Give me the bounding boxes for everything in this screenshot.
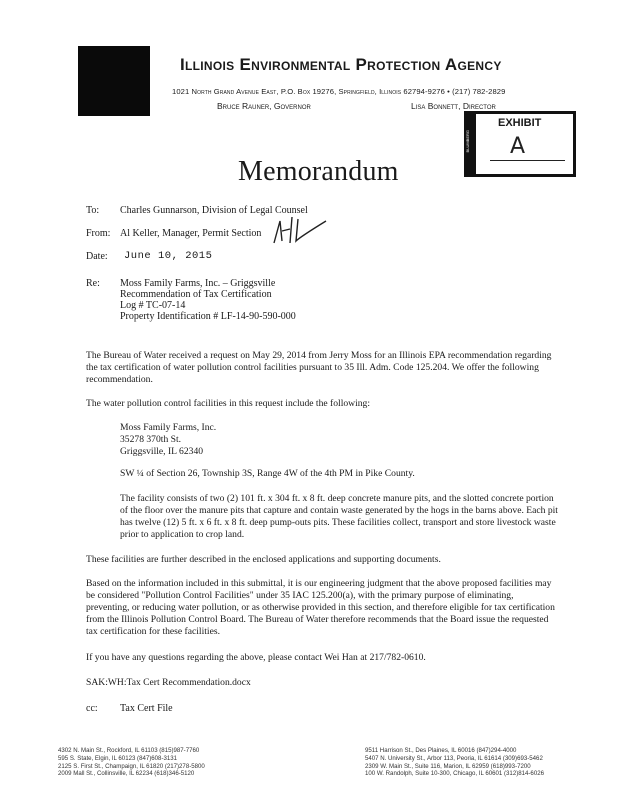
re-block xyxy=(120,278,296,322)
date-label: Date: xyxy=(86,251,108,262)
exhibit-letter: A xyxy=(510,134,526,159)
footer-offices-right xyxy=(365,747,544,778)
re-line: Moss Family Farms, Inc. – Griggsville xyxy=(120,278,276,289)
body-paragraph-request: The Bureau of Water received a request on May 29, 2014 from Jerry Moss for an Illinois EPA recommendation regarding the tax certification of water pollution control facilities pursuant to 35 Ill. Adm. Code 125.204. We offer the following recommendation. xyxy=(86,350,552,385)
signature-initials xyxy=(270,213,330,249)
body-paragraph-facilities-intro: The water pollution control facilities in this request include the following: xyxy=(86,398,371,409)
footer-office: 595 S. State, Elgin, IL 60123 (847)608-3131 xyxy=(58,754,178,762)
body-paragraph-facility-description: The facility consists of two (2) 101 ft. x 304 ft. x 8 ft. deep concrete manure pits, and the slotted concrete portion of the floor over the manure pits that capture and contain waste generated by the hogs in the barns above. Each pit has twelve (12) 5 ft. x 6 ft. x 8 ft. deep pump-outs pits. These facilities collect, transport and store livestock waste prior to application to crop land. xyxy=(120,493,558,540)
footer-offices-left xyxy=(58,747,205,778)
cc-label: cc: xyxy=(86,703,98,714)
footer-office: 5407 N. University St., Arbor 113, Peoria, IL 61614 (309)693-5462 xyxy=(365,754,543,762)
re-line: Recommendation of Tax Certification xyxy=(120,289,272,300)
re-line: Log # TC-07-14 xyxy=(120,300,186,311)
from-label: From: xyxy=(86,228,111,239)
footer-office: 9511 Harrison St., Des Plaines, IL 60016 (847)294-4000 xyxy=(365,747,517,754)
to-label: To: xyxy=(86,205,100,216)
body-paragraph-described: These facilities are further described in the enclosed applications and supporting documents. xyxy=(86,554,441,565)
facility-location: SW ¼ of Section 26, Township 3S, Range 4W of the 4th PM in Pike County. xyxy=(120,468,415,479)
re-line: Property Identification # LF-14-90-590-000 xyxy=(120,311,296,322)
address-line: 35278 370th St. xyxy=(120,434,182,445)
footer-office: 2309 W. Main St., Suite 116, Marion, IL 62959 (618)993-7200 xyxy=(365,762,531,770)
body-paragraph-judgment: Based on the information included in this submittal, it is our engineering judgment that the above proposed facilities may be considered "Pollution Control Facilities" under 35 IAC 125.200(a), with the primary purpose of eliminating, preventing, or reducing water pollution, or as otherwise provided in this section, and therefore eligible for tax certification from the Illinois Pollution Control Board. The Bureau of Water therefore recommends that the Board issue the requested tax certification for these facilities. xyxy=(86,578,555,637)
agency-logo-block xyxy=(78,46,150,116)
agency-address: 1021 North Grand Avenue East, P.O. Box 19276, Springfield, Illinois 62794-9276 • (217) 782-2829 xyxy=(172,87,506,96)
re-label: Re: xyxy=(86,278,100,289)
body-paragraph-contact: If you have any questions regarding the above, please contact Wei Han at 217/782-0610. xyxy=(86,652,426,663)
footer-office: 2009 Mall St., Collinsville, IL 62234 (618)346-5120 xyxy=(58,770,195,778)
address-line: Griggsville, IL 62340 xyxy=(120,446,204,457)
footer-office: 100 W. Randolph, Suite 10-300, Chicago, IL 60601 (312)814-6026 xyxy=(365,770,544,778)
address-line: Moss Family Farms, Inc. xyxy=(120,422,217,433)
from-value: Al Keller, Manager, Permit Section xyxy=(120,228,262,239)
facility-address xyxy=(120,422,560,458)
to-value: Charles Gunnarson, Division of Legal Counsel xyxy=(120,205,308,216)
exhibit-side-text: BLUMBERG xyxy=(465,130,470,153)
date-value: June 10, 2015 xyxy=(124,250,213,262)
exhibit-underline xyxy=(490,160,565,161)
director-name: Lisa Bonnett, Director xyxy=(411,101,496,111)
exhibit-sticker xyxy=(464,111,576,177)
footer-office: 2125 S. First St., Champaign, IL 61820 (217)278-5800 xyxy=(58,762,205,770)
exhibit-label: EXHIBIT xyxy=(498,117,542,129)
reference-line: SAK:WH:Tax Cert Recommendation.docx xyxy=(86,677,251,688)
footer-office: 4302 N. Main St., Rockford, IL 61103 (815)987-7760 xyxy=(58,747,200,754)
memo-title: Memorandum xyxy=(238,156,399,187)
governor-name: Bruce Rauner, Governor xyxy=(217,101,311,111)
agency-name: Illinois Environmental Protection Agency xyxy=(180,55,502,74)
cc-value: Tax Cert File xyxy=(120,703,173,714)
